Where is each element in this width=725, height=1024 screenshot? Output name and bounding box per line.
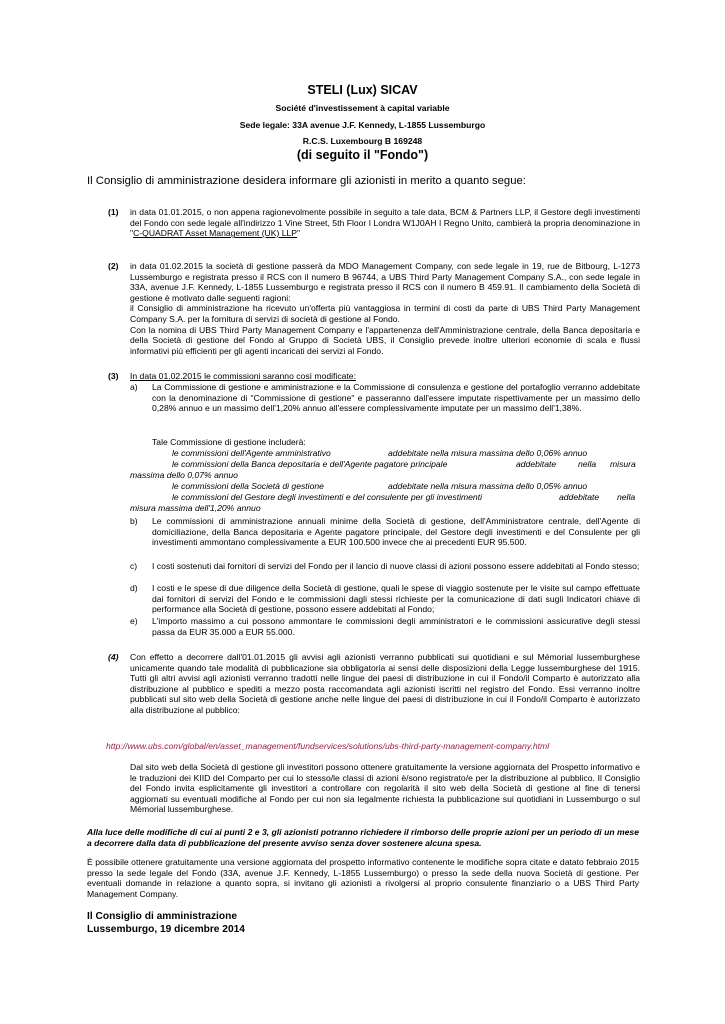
- fee-rate: nella: [617, 492, 636, 502]
- company-type: Société d'investissement à capital variable: [275, 103, 450, 113]
- item-number: (4): [108, 652, 119, 662]
- item-3b: b) Le commissioni di amministrazione annuali minime della Società di gestione, dell'Amministratore centrale, dell'Agente di domiciliazione, della Banca depositaria e Agente pagatore principale, del Gestore degli investimenti e del Consulente per gli investimenti ammontano complessivamente a EUR 100.500 invece che ai precedenti EUR 95.500.: [130, 516, 640, 548]
- item-number: (1): [108, 207, 119, 217]
- item-number: (2): [108, 261, 119, 271]
- item-4-text: Con effetto a decorrere dall'01.01.2015 gli avvisi agli azionisti verranno pubblicati sui quotidiani e sul Mémorial lussemburghese unicamente quando tale modalità di pubblicazione sia obbligatoria ai sensi delle disposizioni della Legge lussemburghese del 1915. Tutti gli altri avvisi agli azionisti verranno tradotti nelle lingue dei paesi di distribuzione in cui il Fondo/il Comparto è autorizzato alla distribuzione al pubblico e spediti a mezzo posta raccomandata agli azionisti iscritti nel registro del Fondo. Essi verranno inoltre pubblicati sul sito web della Società di gestione anche nelle lingue dei paesi di distribuzione in cui il Fondo/il Comparto è autorizzato alla distribuzione al pubblico:: [130, 652, 640, 715]
- redemption-notice: Alla luce delle modifiche di cui ai punti 2 e 3, gli azionisti potranno richiedere il rimborso delle proprie azioni per un periodo di un mese a decorrere dalla data di pubblicazione del presente avviso senza dover sostenere alcuna spesa.: [87, 827, 639, 848]
- new-company-name: C-QUADRAT Asset Management (UK) LLP: [133, 228, 298, 239]
- fee-line: le commissioni della Banca depositaria e dell'Agente pagatore principale: [172, 459, 448, 469]
- item-number: (3): [108, 371, 119, 381]
- fee-rate: misura massima dell'1,20% annuo: [130, 503, 261, 513]
- fee-rate: addebitate nella misura massima dello 0,05% annuo: [388, 481, 588, 491]
- fee-rate: addebitate: [559, 492, 600, 502]
- fee-rate: misura: [610, 459, 636, 469]
- fee-includes-label: Tale Commissione di gestione includerà:: [152, 437, 306, 447]
- item-4-followup: Dal sito web della Società di gestione gli investitori possono ottenere gratuitamente la versione aggiornata del Prospetto informativo e le traduzioni dei KIID del Comparto per cui lo stesso/le classi di azioni è/sono registrato/e per la distribuzione al pubblico. Il Consiglio del Fondo invita esplicitamente gli investitori a controllare con regolarità il sito web della Società di gestione al fine di tenersi aggiornati su eventuali modifiche al Fondo per cui non sia legalmente richiesta la pubblicazione sui quotidiani in Lussemburgo o sul Mémorial lussemburghese.: [130, 762, 640, 815]
- registry-number: R.C.S. Luxembourg B 169248: [302, 136, 423, 146]
- management-company-link[interactable]: http://www.ubs.com/global/en/asset_management/fundservices/solutions/ubs-third-party-management-company.html: [106, 741, 550, 751]
- signature-board: Il Consiglio di amministrazione: [87, 911, 238, 922]
- fee-line: le commissioni del Gestore degli investimenti e del consulente per gli investimenti: [172, 492, 483, 502]
- item-2-text: in data 01.02.2015 la società di gestione passerà da MDO Management Company, con sede legale in 19, rue de Bitbourg, L-1273 Lussemburgo e registrata presso il RCS con il numero B 96744, a UBS Third Party Management Company S.A., con sede legale in 33A, avenue J.F. Kennedy, L-1855 Lussemburgo e registrata presso il RCS con il numero B 459.91. Il cambiamento della Società di gestione è motivato dalle seguenti ragioni: il Consiglio di amministrazione ha ricevuto un'offerta più vantaggiosa in termini di costi da parte di UBS Third Party Management Company S.A. per la fornitura di servizi di società di gestione al Fondo. Con la nomina di UBS Third Party Management Company e l'appartenenza dell'Amministrazione centrale, della Banca depositaria e della Società di gestione del Fondo al Gruppo di Società UBS, il Consiglio prevede inoltre ulteriori economie di scala e flussi informativi più efficienti per gli agenti incaricati dei servizi al Fondo.: [130, 261, 640, 356]
- fee-rate: nella: [578, 459, 597, 469]
- fee-line: le commissioni della Società di gestione: [172, 481, 324, 491]
- fee-rate: addebitate nella misura massima dello 0,06% annuo: [388, 448, 588, 458]
- item-3a: a) La Commissione di gestione e amministrazione e la Commissione di consulenza e gestione del portafoglio verranno addebitate con la denominazione di "Commissione di gestione" e passeranno dall'essere imputate rispettivamente per un massimo dello 0,28% annuo e un massimo dell'1,20% annuo all'essere complessivamente imputate per un massimo dell'1,38%.: [130, 382, 640, 414]
- intro-paragraph: Il Consiglio di amministrazione desidera informare gli azionisti in merito a quanto segue:: [87, 175, 526, 187]
- item-3e: e) L'importo massimo a cui possono ammontare le commissioni degli amministratori e le commissioni assicurative degli stessi passa da EUR 35.000 a EUR 55.000.: [130, 616, 640, 637]
- fund-title: STELI (Lux) SICAV: [307, 83, 418, 97]
- fund-alias: (di seguito il "Fondo"): [296, 148, 429, 162]
- registered-office: Sede legale: 33A avenue J.F. Kennedy, L-1855 Lussemburgo: [239, 120, 486, 130]
- item-3c: c) I costi sostenuti dai fornitori di servizi del Fondo per il lancio di nuove classi di azioni possono essere addebitati al Fondo stesso;: [130, 561, 640, 571]
- fee-rate: massima dello 0,07% annuo: [130, 470, 238, 480]
- signature-place-date: Lussemburgo, 19 dicembre 2014: [87, 924, 245, 935]
- fee-rate: addebitate: [516, 459, 557, 469]
- prospectus-paragraph: È possibile ottenere gratuitamente una versione aggiornata del prospetto informativo contenente le modifiche sopra citate e datato febbraio 2015 presso la sede legale del Fondo (33A, avenue J.F. Kennedy, L-1855 Lussemburgo) o presso la sede della nuova Società di gestione. Per eventuali domande in relazione a quanto sopra, si invitano gli azionisti a rivolgersi al proprio consulente finanziario o a UBS Third Party Management Company.: [87, 857, 639, 899]
- item-3-lead: In data 01.02.2015 le commissioni saranno così modificate:: [130, 371, 356, 381]
- item-1-text: in data 01.01.2015, o non appena ragionevolmente possibile in seguito a tale data, BCM & Partners LLP, il Gestore degli investimenti del Fondo con sede legale all'indirizzo 1 Vine Street, 5th Floor ǀ Londra W1J0AH ǀ Regno Unito, cambierà la propria denominazione in "C-QUADRAT Asset Management (UK) LLP": [130, 207, 640, 239]
- item-3d: d) I costi e le spese di due diligence della Società di gestione, quali le spese di viaggio sostenute per le visite sul campo effettuate dai fornitori di servizi del Fondo e le commissioni dagli stessi richieste per la comunicazione di dati sugli Indicatori chiave di performance alla Società di gestione, possono essere addebitati al Fondo;: [130, 583, 640, 615]
- fee-line: le commissioni dell'Agente amministrativo: [172, 448, 331, 458]
